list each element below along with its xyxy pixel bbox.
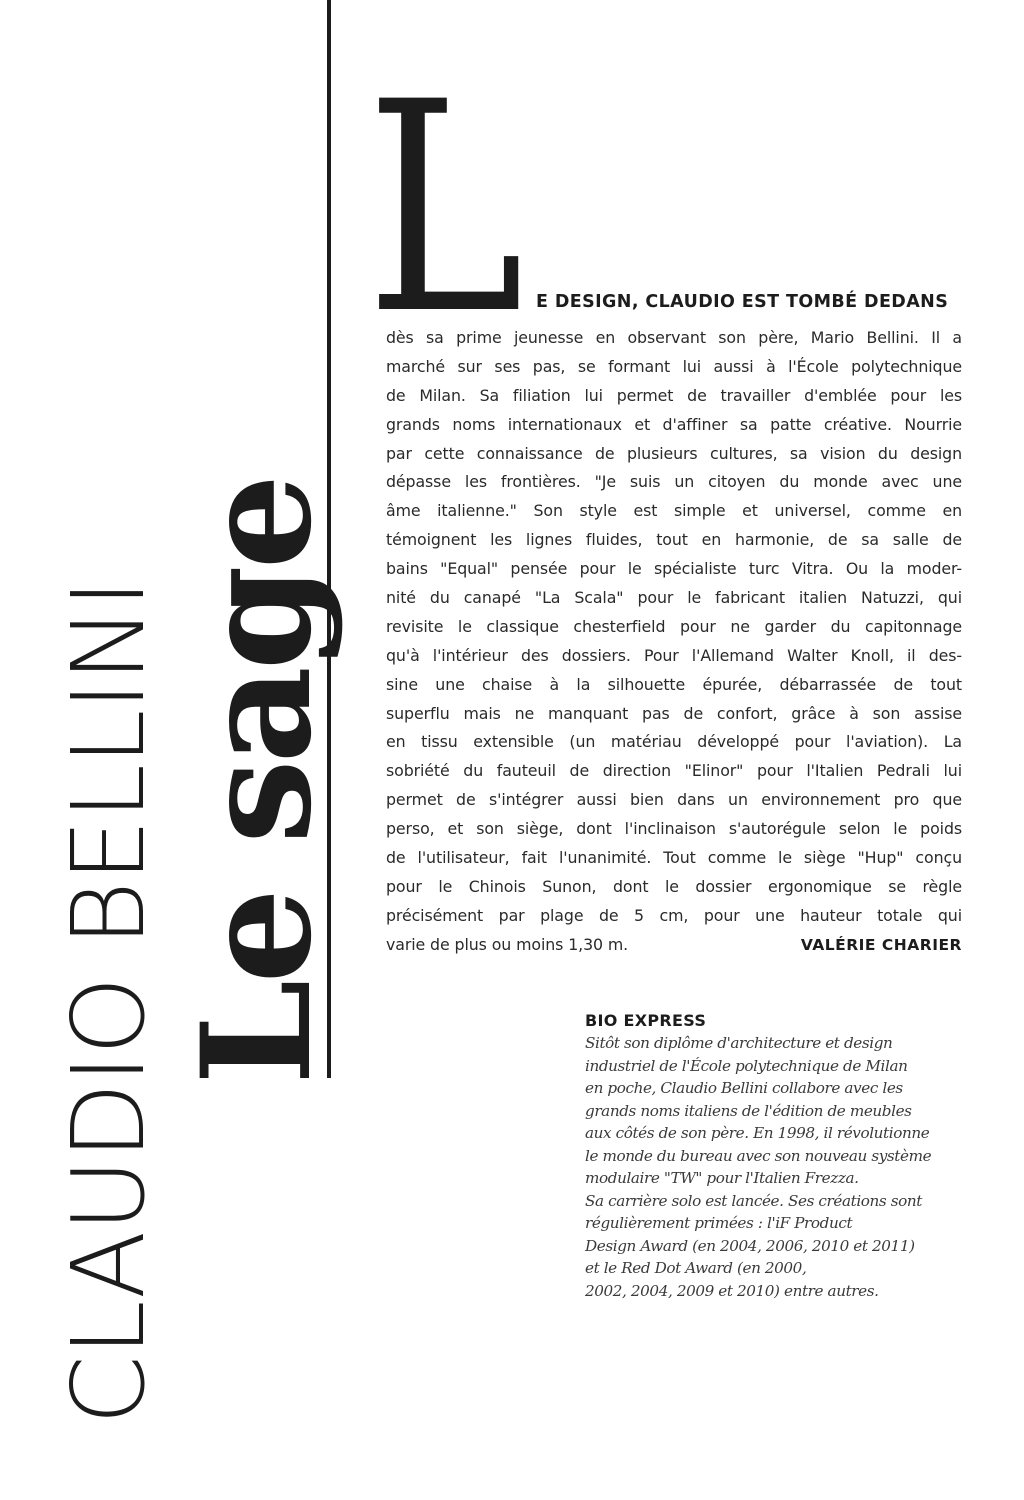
bio-line: aux côtés de son père. En 1998, il révolutionne	[585, 1124, 930, 1142]
body-line: dès sa prime jeunesse en observant son père, Mario Bellini. Il a	[386, 328, 962, 347]
author-signature: VALÉRIE CHARIER	[800, 935, 962, 954]
bio-line: en poche, Claudio Bellini collabore avec les	[585, 1079, 903, 1097]
article-subtitle: Le sage	[169, 477, 345, 1085]
bio-express-box	[585, 1010, 980, 1302]
bio-line: et le Red Dot Award (en 2000,	[585, 1259, 807, 1277]
drop-cap: L	[366, 41, 524, 378]
bio-title: BIO EXPRESS	[585, 1011, 707, 1030]
body-line: superflu mais ne manquant pas de confort, grâce à son assise	[386, 703, 962, 723]
bio-line: Sa carrière solo est lancée. Ses créations sont	[585, 1191, 922, 1210]
article-body	[386, 324, 962, 960]
body-line: dépasse les frontières. "Je suis un citoyen du monde avec une	[386, 472, 962, 492]
body-line: pour le Chinois Sunon, dont le dossier ergonomique se règle	[386, 876, 962, 896]
body-line: de Milan. Sa filiation lui permet de travailler d'emblée pour les	[386, 385, 962, 405]
body-line: en tissu extensible (un matériau développé pour l'aviation). La	[386, 732, 962, 752]
body-line: nité du canapé "La Scala" pour le fabricant italien Natuzzi, qui	[386, 588, 962, 608]
body-line: perso, et son siège, dont l'inclinaison s'autorégule selon le poids	[386, 819, 962, 839]
bio-line: grands noms italiens de l'édition de meubles	[585, 1101, 912, 1120]
bio-line: Sitôt son diplôme d'architecture et design	[585, 1034, 893, 1052]
bio-line: le monde du bureau avec son nouveau système	[585, 1146, 932, 1165]
designer-name-title: CLAUDIO BELLINI	[50, 579, 167, 1425]
body-line: qu'à l'intérieur des dossiers. Pour l'Allemand Walter Knoll, il des-	[386, 645, 962, 665]
bio-line: industriel de l'École polytechnique de Milan	[585, 1056, 908, 1075]
body-line: grands noms internationaux et d'affiner sa patte créative. Nourrie	[386, 414, 962, 434]
lead-in: E DESIGN, CLAUDIO EST TOMBÉ DEDANS	[536, 292, 949, 312]
body-line: sine une chaise à la silhouette épurée, débarrassée de tout	[386, 674, 962, 694]
bio-line: régulièrement primées : l'iF Product	[585, 1214, 853, 1232]
body-line: bains "Equal" pensée pour le spécialiste turc Vitra. Ou la moder-	[386, 559, 962, 579]
body-line: témoignent les lignes fluides, tout en harmonie, de sa salle de	[386, 530, 962, 550]
body-line-text: varie de plus ou moins 1,30 m.	[386, 934, 629, 954]
body-line: revisite le classique chesterfield pour ne garder du capitonnage	[386, 616, 962, 636]
bio-line: Design Award (en 2004, 2006, 2010 et 2011)	[585, 1236, 915, 1255]
body-line: âme italienne." Son style est simple et universel, comme en	[386, 501, 962, 521]
body-line: par cette connaissance de plusieurs cultures, sa vision du design	[386, 443, 962, 463]
body-line-last	[386, 931, 962, 960]
body-line: sobriété du fauteuil de direction "Elinor" pour l'Italien Pedrali lui	[386, 761, 962, 781]
body-line: de l'utilisateur, fait l'unanimité. Tout comme le siège "Hup" conçu	[386, 848, 962, 868]
body-line: précisément par plage de 5 cm, pour une hauteur totale qui	[386, 905, 962, 925]
body-line: marché sur ses pas, se formant lui aussi à l'École polytechnique	[386, 356, 962, 376]
body-line: permet de s'intégrer aussi bien dans un environnement pro que	[386, 790, 962, 810]
bio-line: modulaire "TW" pour l'Italien Frezza.	[585, 1169, 859, 1187]
bio-line: 2002, 2004, 2009 et 2010) entre autres.	[585, 1281, 879, 1300]
